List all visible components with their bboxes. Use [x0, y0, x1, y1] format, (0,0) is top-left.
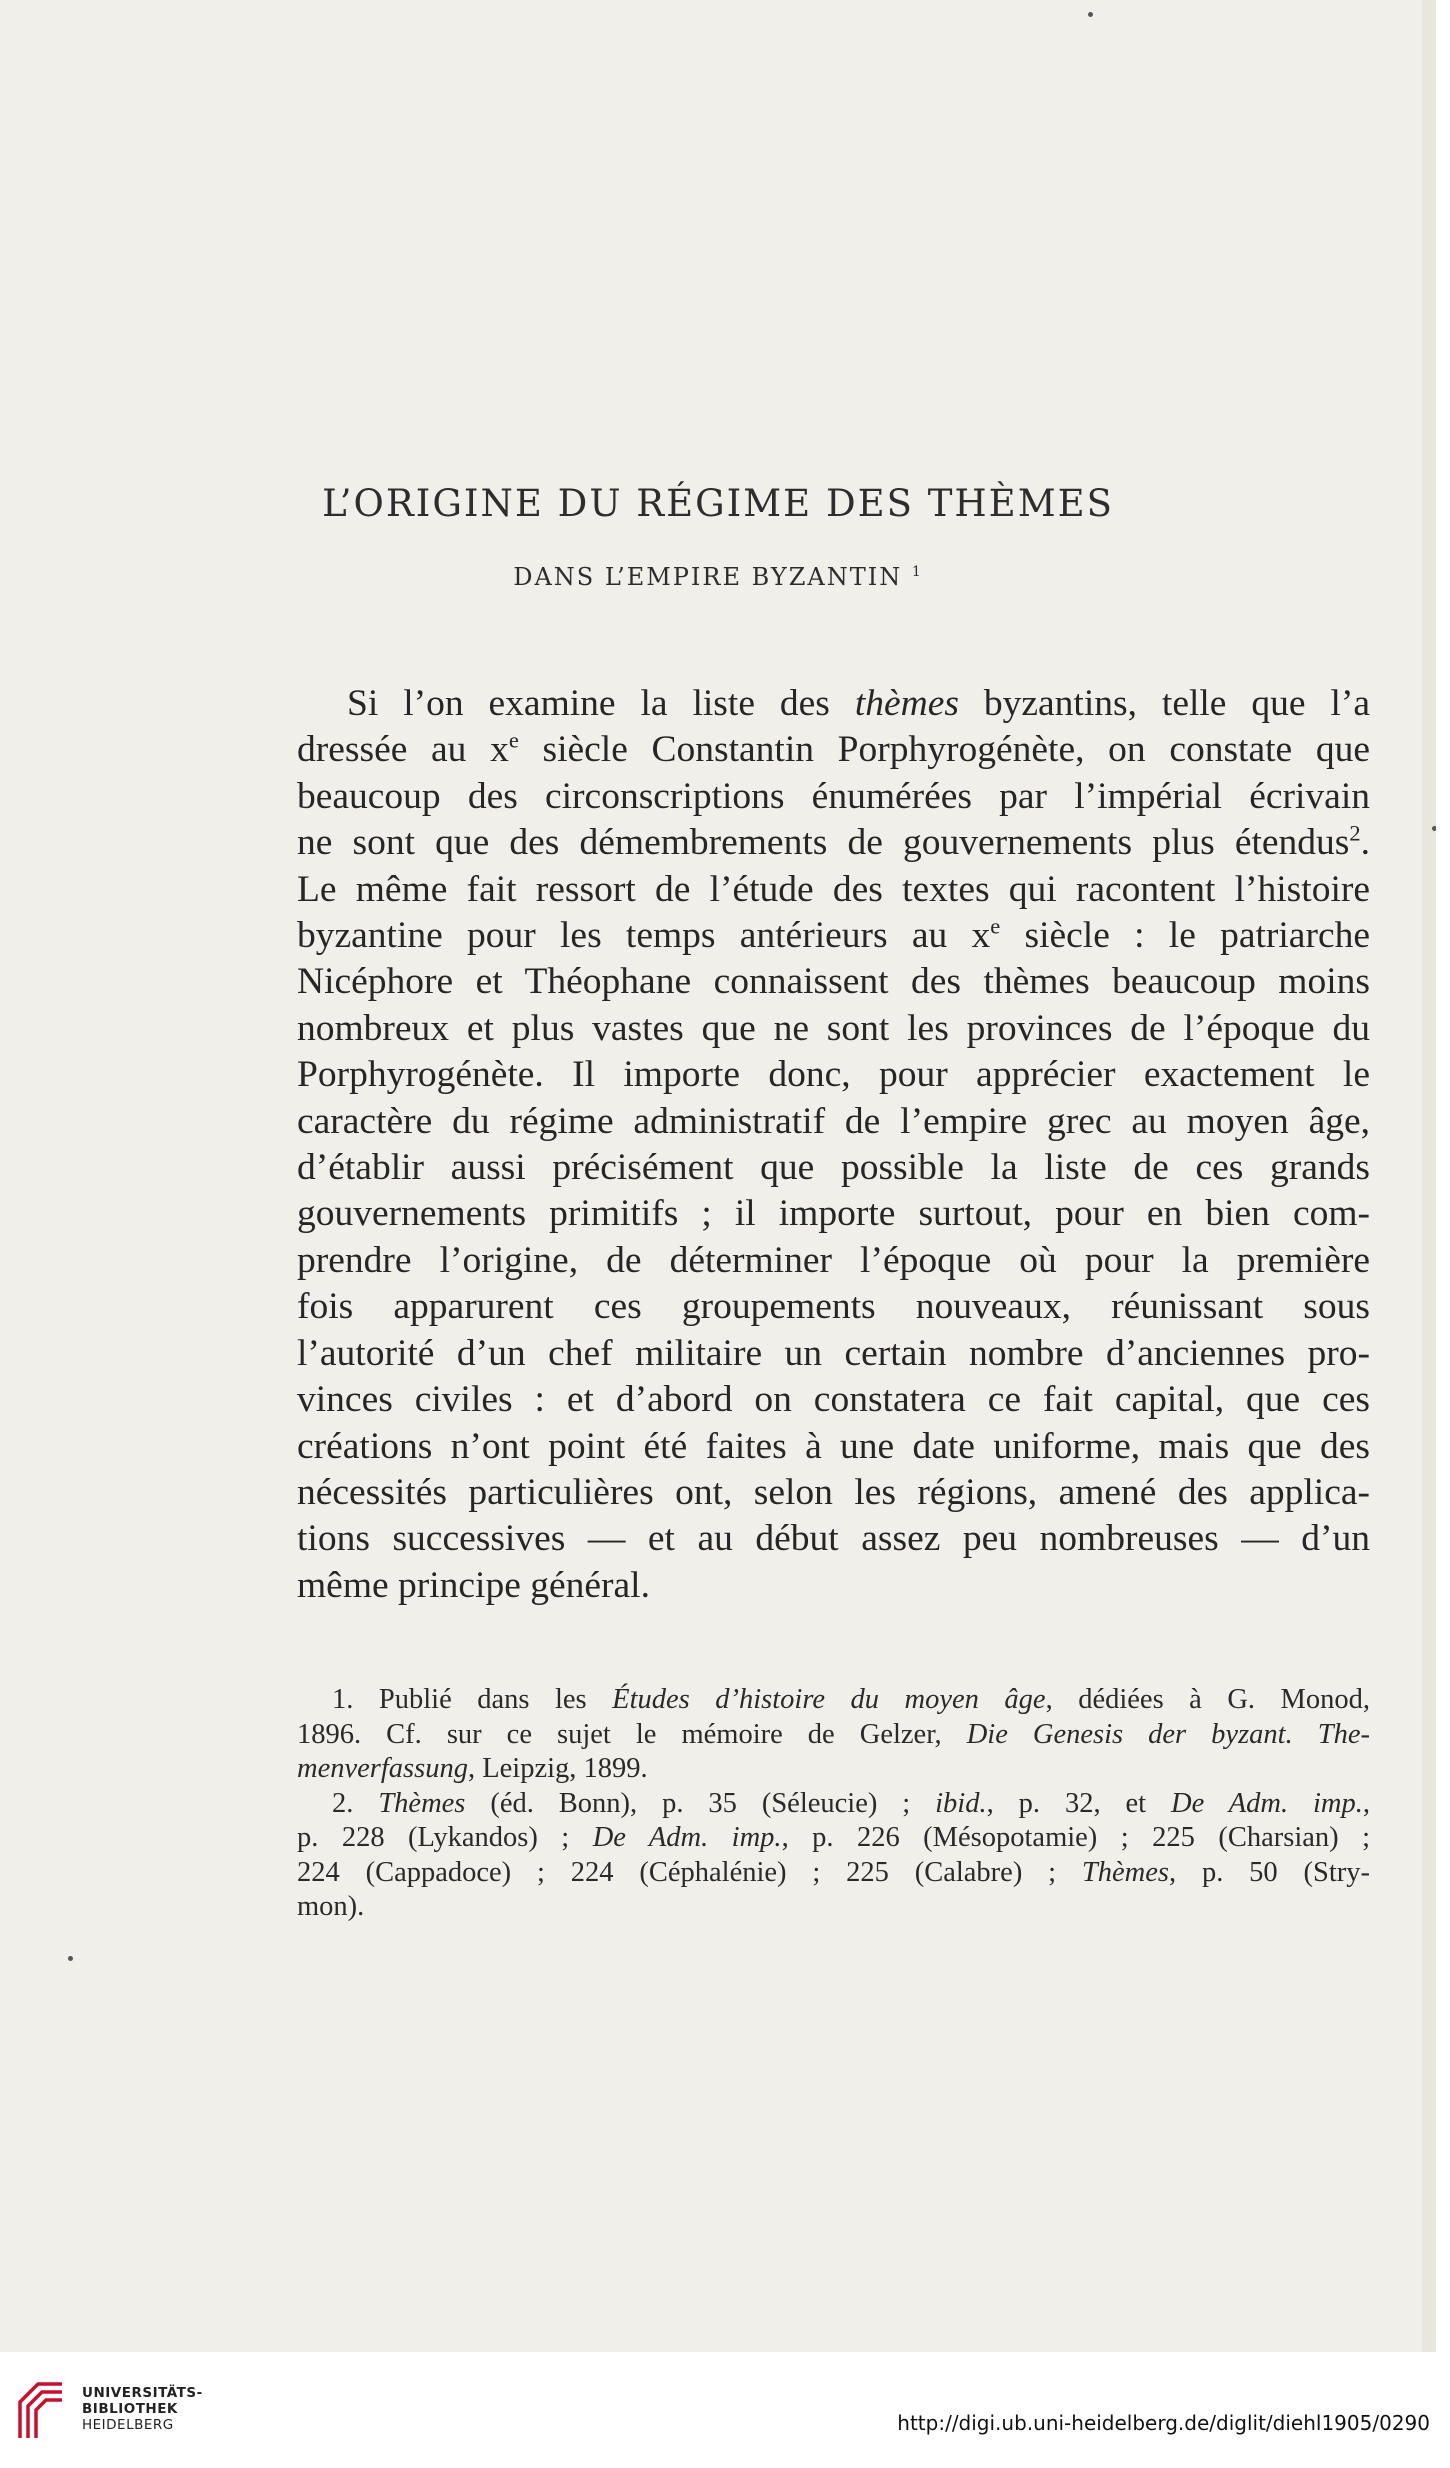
footnotes — [297, 1683, 1370, 1925]
text-line: Si l’on examine la liste des thèmes byzantins, telle que l’a — [347, 683, 1370, 724]
text-line: nécessités particulières ont, selon les régions, amené des applica- — [297, 1471, 1370, 1513]
text-line: même principe général. — [297, 1564, 650, 1606]
footnote-line: mon). — [297, 1891, 365, 1922]
text-line: l’autorité d’un chef militaire un certain nombre d’anciennes pro- — [297, 1332, 1370, 1374]
page-edge — [1422, 0, 1436, 2352]
speck — [1088, 12, 1093, 17]
text-line: byzantine pour les temps antérieurs au $x^e$ siècle : le patriarche — [297, 913, 1370, 957]
text-line: d’établir aussi précisément que possible la liste de ces grands — [297, 1147, 1370, 1189]
library-name: UNIVERSITÄTS- BIBLIOTHEK HEIDELBERG — [82, 2385, 203, 2433]
text-line: beaucoup des circonscriptions énumérées par l’impérial écrivain — [297, 775, 1370, 817]
speck — [68, 1956, 73, 1961]
text-line: prendre l’origine, de déterminer l’époque où pour la première — [297, 1239, 1370, 1281]
footnote-line: menverfassung, Leipzig, 1899. — [297, 1753, 648, 1784]
text-line: gouvernements primitifs ; il importe surtout, pour en bien com- — [297, 1193, 1370, 1235]
footnote-ref: 1 — [911, 564, 923, 580]
text-line: caractère du régime administratif de l’empire grec au moyen âge, — [297, 1100, 1370, 1142]
footnote-line: 224 (Cappadoce) ; 224 (Céphalénie) ; 225 (Calabre) ; Thèmes, p. 50 (Stry- — [297, 1856, 1370, 1888]
footnote-line: 1896. Cf. sur ce sujet le mémoire de Gelzer, Die Genesis der byzant. The- — [297, 1718, 1370, 1750]
viewer-footer — [0, 2352, 1450, 2468]
text-line: fois apparurent ces groupements nouveaux, réunissant sous — [297, 1286, 1370, 1328]
footnote-line: p. 228 (Lykandos) ; De Adm. imp., p. 226 (Mésopotamie) ; 225 (Charsian) ; — [297, 1822, 1370, 1853]
permalink-url[interactable]: http://digi.ub.uni-heidelberg.de/diglit/diehl1905/0290 — [897, 2411, 1430, 2435]
text-line: nombreux et plus vastes que ne sont les provinces de l’époque du — [297, 1007, 1370, 1049]
text-line: ne sont que des démembrements de gouvernements plus étendus$^2$. — [297, 820, 1370, 864]
text-line: vinces civiles : et d’abord on constatera ce fait capital, que ces — [297, 1379, 1370, 1421]
text-line: Le même fait ressort de l’étude des textes qui racontent l’histoire — [297, 868, 1370, 910]
text-line: tions successives — et au début assez peu nombreuses — d’un — [297, 1518, 1370, 1560]
body-paragraph — [297, 681, 1370, 1609]
chapter-subtitle: DANS L’EMPIRE BYZANTIN $^1$ — [513, 563, 923, 591]
text-line: créations n’ont point été faites à une date uniforme, mais que des — [297, 1425, 1370, 1467]
text-line: dressée au $x^e$ siècle Constantin Porphyrogénète, on constate que — [297, 727, 1370, 771]
text-line: Porphyrogénète. Il importe donc, pour apprécier exactement le — [297, 1054, 1370, 1096]
speck — [1432, 826, 1436, 831]
footnote-line: 2. Thèmes (éd. Bonn), p. 35 (Séleucie) ; ibid., p. 32, et De Adm. imp., — [332, 1787, 1370, 1819]
library-logo-icon[interactable] — [16, 2380, 66, 2442]
chapter-title: L’ORIGINE DU RÉGIME DES THÈMES — [322, 482, 1114, 525]
footnote-line: 1. Publié dans les Études d’histoire du moyen âge, dédiées à G. Monod, — [332, 1684, 1370, 1715]
text-line: Nicéphore et Théophane connaissent des thèmes beaucoup moins — [297, 961, 1370, 1003]
